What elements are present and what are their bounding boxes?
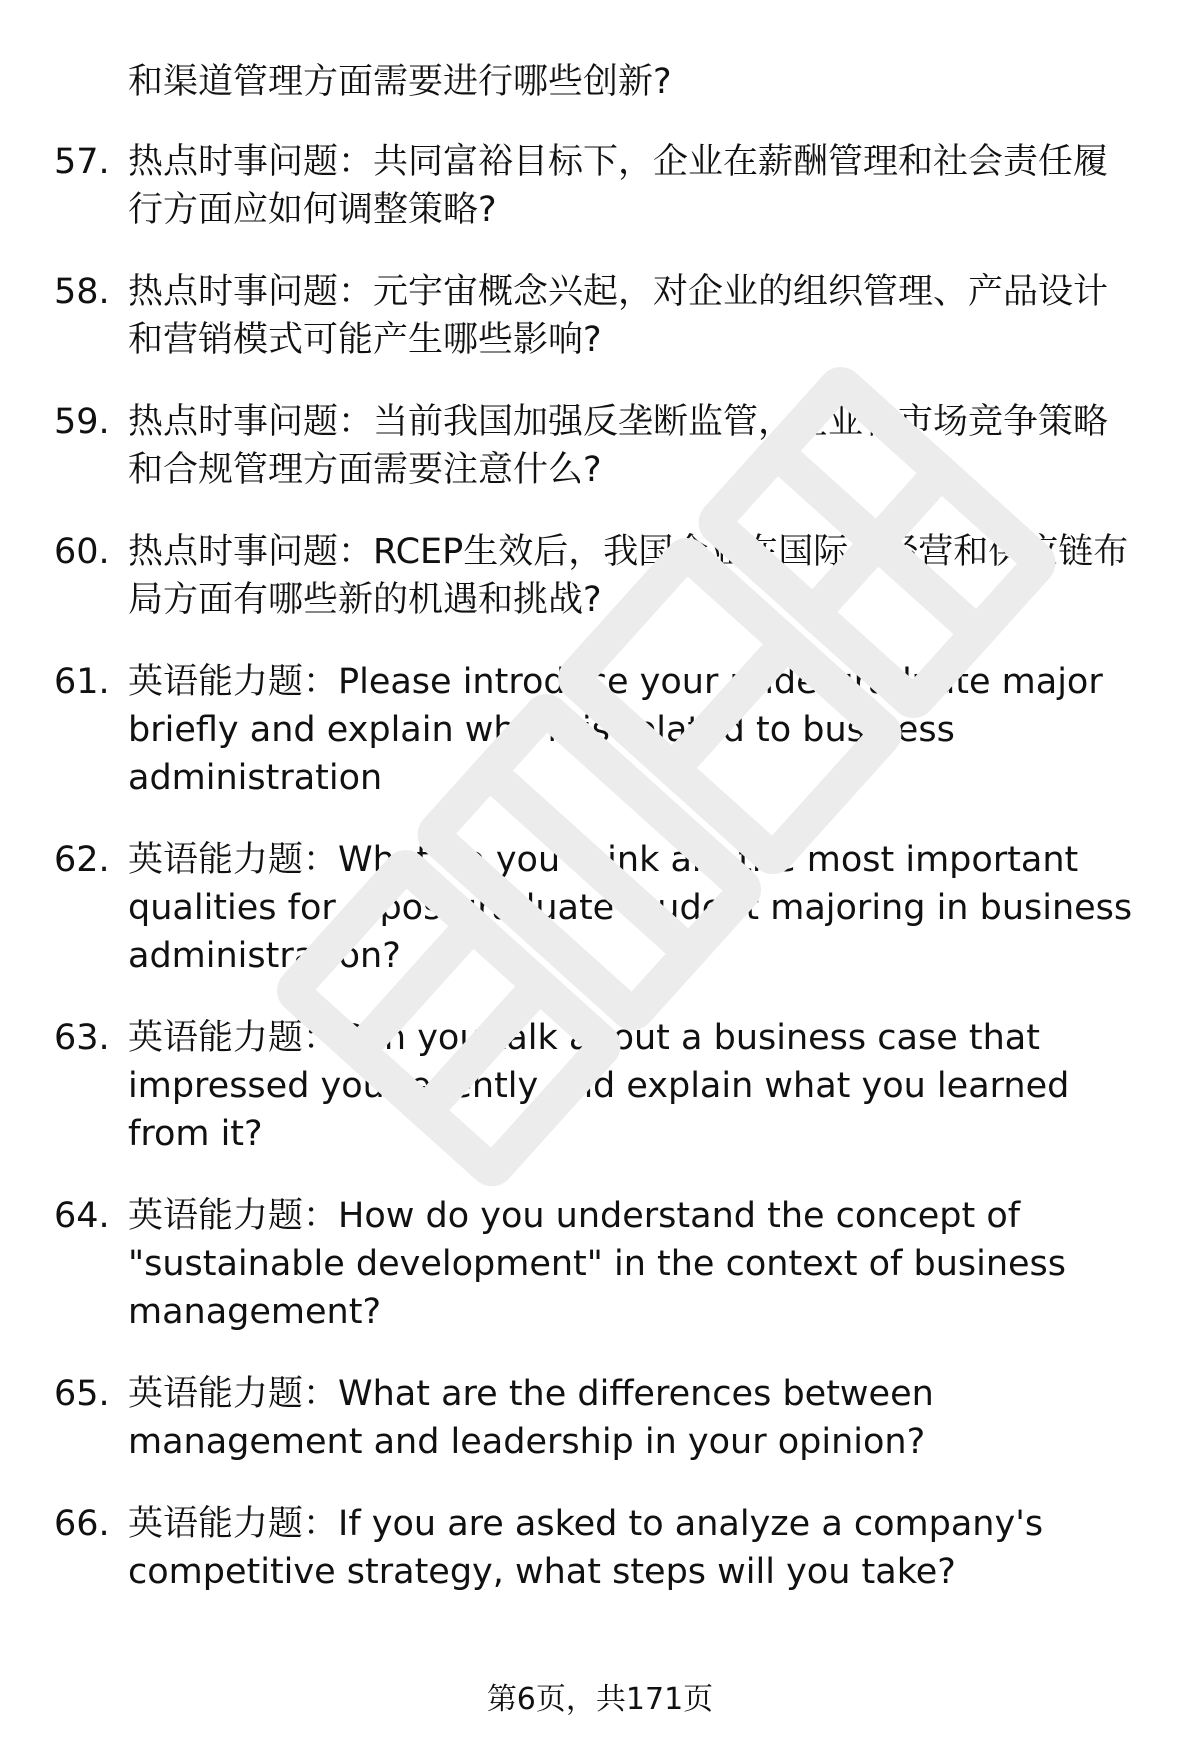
question-number: 62. bbox=[54, 840, 110, 880]
question-text: 英语能力题：How do you understand the concept of "sustainable development" in the context of business management? bbox=[128, 1196, 1067, 1332]
question-item bbox=[0, 138, 1200, 234]
question-item bbox=[0, 1192, 1200, 1336]
question-text: 英语能力题：What are the differences between management and leadership in your opinion? bbox=[128, 1374, 934, 1462]
question-list bbox=[0, 138, 1200, 1630]
question-number: 63. bbox=[54, 1018, 110, 1058]
question-item bbox=[0, 1500, 1200, 1596]
question-item bbox=[0, 398, 1200, 494]
question-text: 英语能力题：If you are asked to analyze a company's competitive strategy, what steps will you take? bbox=[128, 1504, 1044, 1592]
question-item bbox=[0, 1014, 1200, 1158]
question-item bbox=[0, 528, 1200, 624]
question-number: 64. bbox=[54, 1196, 110, 1236]
question-number: 58. bbox=[54, 272, 110, 312]
question-text: 热点时事问题：共同富裕目标下，企业在薪酬管理和社会责任履行方面应如何调整策略? bbox=[128, 142, 1109, 230]
question-text: 热点时事问题：当前我国加强反垄断监管，企业在市场竞争策略和合规管理方面需要注意什么? bbox=[128, 402, 1109, 490]
question-text: 热点时事问题：元宇宙概念兴起，对企业的组织管理、产品设计和营销模式可能产生哪些影响? bbox=[128, 272, 1109, 360]
question-number: 57. bbox=[54, 142, 110, 182]
question-number: 65. bbox=[54, 1374, 110, 1414]
question-text: 英语能力题：Can you talk about a business case that impressed you recently and explain what you learned from it? bbox=[128, 1018, 1070, 1154]
question-item bbox=[0, 658, 1200, 802]
question-number: 61. bbox=[54, 662, 110, 702]
question-number: 60. bbox=[54, 532, 110, 572]
page-footer: 第6页，共171页 bbox=[486, 1682, 714, 1717]
question-item bbox=[0, 836, 1200, 980]
question-item bbox=[0, 1370, 1200, 1466]
question-number: 59. bbox=[54, 402, 110, 442]
question-text: 热点时事问题：RCEP生效后，我国企业在国际化经营和供应链布局方面有哪些新的机遇和挑战? bbox=[128, 532, 1129, 620]
continuation-text: 和渠道管理方面需要进行哪些创新? bbox=[128, 62, 672, 102]
question-text: 英语能力题：Please introduce your undergraduate major briefly and explain why it is related to business administration bbox=[128, 662, 1103, 798]
question-text: 英语能力题：What do you think are the most important qualities for a postgraduate student majoring in business administration? bbox=[128, 840, 1133, 976]
question-item bbox=[0, 268, 1200, 364]
question-number: 66. bbox=[54, 1504, 110, 1544]
